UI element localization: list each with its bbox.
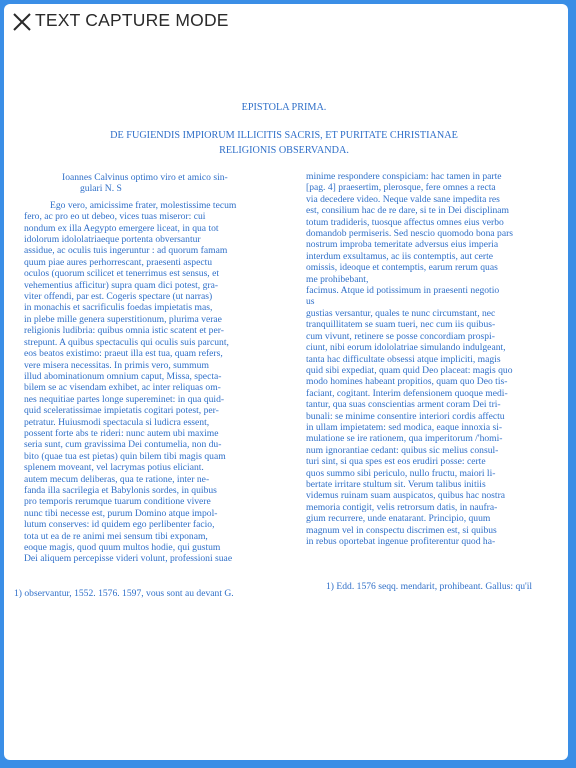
text-line: eoque magis, quod quum multos hodie, qui gustum (24, 542, 221, 553)
text-line: interdum exsultamus, ac iis contemptis, aut certe (306, 250, 494, 262)
text-line: [pag. 4] praesertim, plerosque, fere omnes a recta (306, 182, 496, 194)
text-line: cum vivunt, retinere se posse concordiam prospi- (306, 330, 495, 342)
text-line: omissis, ideoque et contemptis, earum rerum quas (306, 262, 498, 274)
text-line: tantur, qua suas conscientias arment coram Dei tri- (306, 399, 501, 411)
toolbar (4, 4, 568, 38)
text-line: mulatione se ire rationem, qua imperitorum /'homi- (306, 433, 503, 445)
text-line: nondum ex illa Aegypto emergere liceat, in qua tot (24, 222, 219, 234)
text-line: eos beatos existimo: praeut illa est tua, quam refers, (24, 348, 223, 360)
close-icon (12, 12, 32, 32)
mode-label: TEXT CAPTURE MODE (35, 10, 229, 30)
text-line: videmus ruinam suam auspicatos, quibus hac nostra (306, 490, 506, 502)
text-line: bertate irritare stultum sit. Verum talibus initiis (306, 478, 486, 490)
text-line: quid sibi expediat, quam quid Deo placeat: magis quo (306, 364, 513, 376)
text-line: vere misera necessitas. In primis vero, summum (24, 359, 209, 371)
text-line: tanta hac difficultate obsessi atque impliciti, magis (306, 353, 501, 365)
right-column (306, 171, 536, 547)
text-line: in rebus oportebat ingenue profiterentur quod ha- (306, 536, 496, 547)
text-line: ciunt, nibi eorum idololatriae simulando indulgeant, (306, 342, 506, 354)
text-line: Ego vero, amicissime frater, molestissime tecum (50, 199, 237, 211)
text-line: minime respondere conspiciam: hac tamen in parte (306, 171, 502, 182)
text-line: turi sint, si qua spes est eos erudiri posse: certe (306, 456, 486, 468)
text-line: memoria contigit, velis retrorsum datis, in naufra- (306, 501, 498, 513)
text-line: lutum conserves: id quidem ego perlibenter facio, (24, 519, 215, 531)
text-line: modo homines habeant propitios, quam quo Deo tis- (306, 376, 508, 388)
close-button[interactable] (12, 12, 32, 32)
text-line: quos summo sibi periculo, nullo fructu, maiori li- (306, 467, 496, 479)
footnote-right: 1) Edd. 1576 seqq. mendarit, prohibeant. Gallus: qu'il (326, 581, 533, 592)
text-line: domandob permiseris. Sed nescio quomodo bona pars (306, 228, 514, 240)
text-line: facimus. Atque id potissimum in praesenti negotio (306, 285, 500, 297)
heading-line: RELIGIONIS OBSERVANDA. (219, 145, 349, 156)
epistle-heading (34, 128, 534, 158)
text-line: tranquillitatem se suam tueri, nec cum iis quibus- (306, 319, 496, 331)
scanned-page (4, 38, 568, 758)
text-line: seria sunt, cum gravissima Dei contumelia, non du- (24, 439, 222, 451)
text-line: bito (quae tua est pietas) quin bilem tibi magis quam (24, 450, 226, 462)
text-line: quum piae aures perhorrescant, praesenti aspectu (24, 256, 213, 268)
text-line: totum tradideris, tuosque affectus omnes eius verbo (306, 216, 504, 228)
text-line: idolorum idololatriaeque portenta obversantur (24, 234, 201, 246)
footnote-left: 1) observantur, 1552. 1576. 1597, vous sont au devant G. (14, 588, 234, 599)
text-line: in ullam impietatem: sed modica, eaque innoxia si- (306, 421, 503, 433)
text-line: me prohibebant, (306, 273, 369, 285)
text-line: gustias versantur, quales te nunc circumstant, nec (306, 307, 496, 319)
text-line: faciant, cogitant. Interim defensionem quoque medi- (306, 387, 508, 399)
text-line: nostrum improba temeritate adversus eius imperia (306, 239, 499, 251)
text-line: strepunt. A quibus spectaculis qui oculis suis parcunt, (24, 336, 229, 348)
text-line: in plebe mille genera superstitionum, plurima verae (24, 313, 222, 325)
epistle-title: EPISTOLA PRIMA. (241, 102, 327, 113)
text-line: quid sceleratissimae impietatis cogitari potest, per- (24, 405, 219, 417)
text-line: gulari N. S (80, 183, 122, 195)
left-column (24, 172, 262, 565)
text-line: illud abominationum omnium caput, Missa, specta- (24, 370, 222, 382)
text-line: via decedere video. Neque valde sane impedita res (306, 193, 500, 205)
text-line: fanda illa sacrilegia et Babylonis sordes, in quibus (24, 484, 217, 496)
text-line: bunali: se minime consentire interiori cordis affectu (306, 410, 505, 422)
text-line: autem mecum deliberas, qua te ratione, inter ne- (24, 473, 210, 485)
text-line: possent forte abs te rideri: nunc autem ubi maxime (24, 427, 219, 439)
text-line: splenem moveant, vel lacrymas potius eliciant. (24, 462, 204, 474)
text-line: vehementius afficitur) supra quam dici potest, gra- (24, 279, 219, 291)
text-line: nunc tibi necesse est, purum Domino atque impol- (24, 507, 218, 519)
text-line: magnum vel in conspectu discrimen est, si quibus (306, 524, 497, 536)
text-line: petratur. Huiusmodi spectacula si ludicra essent, (24, 416, 210, 428)
text-line: assidue, ac oculis tuis ingeruntur : ad quorum famam (24, 245, 228, 257)
text-line: fero, ac pro eo ut debeo, vices tuas miseror: cui (24, 211, 206, 223)
text-line: viter offendi, par est. Cogeris spectare (ut narras) (24, 291, 213, 303)
text-line: pro temporis rerumque tuarum conditione vivere (24, 496, 211, 508)
text-line: Dei aliquem percepisse videri volunt, professioni suae (24, 553, 233, 565)
text-line: bilem se ac visendam exhibet, ac inter reliquas om- (24, 382, 221, 394)
text-line: in monachis et sacrificulis foedas impietatis mas, (24, 302, 213, 314)
text-line: gium recurrere, unde enatarant. Principio, quum (306, 513, 491, 525)
text-line: religionis ludibria: quibus omnia istic scatent et per- (24, 325, 224, 337)
text-line: nes nequitiae partes longe supereminet: in qua quid- (24, 393, 225, 405)
text-line: oculos (quorum scilicet et tenerrimus est sensus, et (24, 268, 220, 280)
text-line: num ignorantiae cedant: quibus sic melius consul- (306, 444, 499, 456)
capture-frame (4, 4, 568, 760)
text-line: us (306, 296, 315, 308)
heading-line: DE FUGIENDIS IMPIORUM ILLICITIS SACRIS, ET PURITATE CHRISTIANAE (110, 130, 458, 141)
text-line: tota ut ea de re animi mei sensum tibi exponam, (24, 530, 208, 542)
text-line: est, consilium hac de re dare, si te in Dei disciplinam (306, 205, 510, 217)
text-line: Ioannes Calvinus optimo viro et amico sin- (62, 172, 228, 183)
